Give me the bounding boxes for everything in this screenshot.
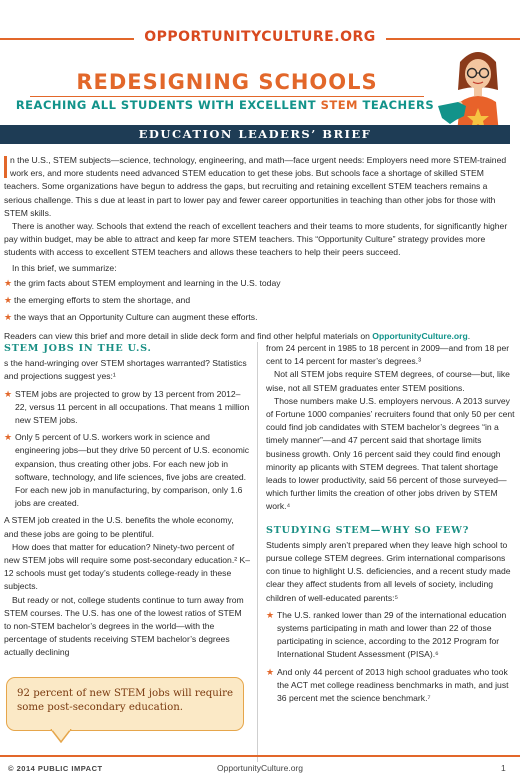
list-item-text: The U.S. ranked lower than 29 of the international education systems participating in math and lower than 22 of those participating in science, according to the 2012 Program for International Student Assessment (PISA).⁶ xyxy=(277,609,507,660)
list-item-text: the emerging efforts to stem the shortage, and xyxy=(14,295,191,306)
list-item xyxy=(4,388,250,428)
studying-stem-list xyxy=(266,609,516,705)
copyright: © 2014 PUBLIC IMPACT xyxy=(8,764,103,773)
list-item-text: the ways that an Opportunity Culture can augment these efforts. xyxy=(14,312,258,323)
list-item xyxy=(4,311,514,324)
body-paragraph: But ready or not, college students continue to turn away from STEM courses. The U.S. has one of the lowest ratios of STEM to non-STEM bachelor’s degrees in the world—with the percentage of students receiving STEM bachelor’s degrees actually declining xyxy=(4,594,244,658)
title-rule xyxy=(30,96,424,97)
subtitle-post: TEACHERS xyxy=(358,98,435,112)
page-subtitle xyxy=(10,98,440,112)
list-item xyxy=(4,277,514,290)
drop-cap-bar xyxy=(4,156,7,178)
brand-name: OPPORTUNITYCULTURE.ORG xyxy=(134,29,386,45)
body-paragraph: s the hand-wringing over STEM shortages warranted? Statistics and projections suggest yes:¹ xyxy=(4,358,247,382)
intro-section xyxy=(4,154,514,344)
star-bullet-icon: ★ xyxy=(4,295,13,306)
body-paragraph: from 24 percent in 1985 to 18 percent in 2009—and from 18 per cent to 14 percent for master’s degrees.³ xyxy=(266,343,510,367)
list-item xyxy=(4,431,250,510)
brief-banner: EDUCATION LEADERS’ BRIEF xyxy=(0,125,510,144)
body-paragraph: How does that matter for education? Ninety-two percent of new STEM jobs will require some post-secondary education.² K–12 schools must get today’s students college-ready in these subjects. xyxy=(4,541,250,592)
readers-text-end: . xyxy=(467,331,471,342)
body-paragraph: Not all STEM jobs require STEM degrees, of course—but, like wise, not all STEM graduates enter STEM positions. xyxy=(266,369,510,393)
body-paragraph: A STEM job created in the U.S. benefits the whole economy, and these jobs are going to be plentiful. xyxy=(4,515,234,539)
footer-rule xyxy=(0,755,520,757)
left-column xyxy=(4,342,250,660)
pull-quote-callout: 92 percent of new STEM jobs will require some post-secondary education. xyxy=(6,677,244,731)
page-title: REDESIGNING SCHOOLS xyxy=(76,70,378,94)
list-item-text: And only 44 percent of 2013 high school graduates who took the ACT met college readiness benchmarks in math, and just 36 percent met the science benchmark.⁷ xyxy=(277,666,509,704)
section-heading: STEM JOBS IN THE U.S. xyxy=(4,343,152,354)
list-item-text: Only 5 percent of U.S. workers work in science and engineering jobs—but they drive 50 percent of U.S. economic expansion, thus creating other jobs. For each new job in software, technology, and life sciences, five jobs are created. For each new job in manufacturing, by comparison, only 1.6 jobs are created. xyxy=(15,432,250,509)
callout-tail xyxy=(50,729,72,743)
list-item xyxy=(4,294,514,307)
list-item-text: STEM jobs are projected to grow by 13 percent from 2012–22, versus 11 percent in all occupations. That means 1 million new STEM jobs. xyxy=(15,388,250,426)
footer-url[interactable]: OpportunityCulture.org xyxy=(217,763,303,773)
subtitle-stem: STEM xyxy=(320,98,358,112)
star-bullet-icon: ★ xyxy=(266,666,275,677)
readers-text: Readers can view this brief and more detail in slide deck form and find other helpful materials on xyxy=(4,331,373,342)
subtitle-pre: REACHING ALL STUDENTS WITH EXCELLENT xyxy=(15,98,321,112)
column-divider xyxy=(257,342,258,762)
body-paragraph: Those numbers make U.S. employers nervous. A 2013 survey of Fortune 1000 companies’ recruiters found that only 50 per cent could find job candidates with STEM bachelor’s degrees “in a timely manner”—and 47 percent said that shortage limits business growth. Only 16 percent said they could find enough minority ap plicants with STEM degrees. That talent shortage leads to lower productivity, said 56 percent of those surveyed—which further limits the creation of other jobs driven by STEM work.⁴ xyxy=(266,395,515,512)
star-bullet-icon: ★ xyxy=(4,432,13,443)
opportunityculture-link[interactable]: OpportunityCulture.org xyxy=(372,331,468,342)
list-item xyxy=(266,609,516,662)
list-item-text: the grim facts about STEM employment and learning in the U.S. today xyxy=(14,277,281,288)
star-bullet-icon: ★ xyxy=(4,312,13,323)
star-bullet-icon: ★ xyxy=(4,277,13,288)
star-bullet-icon: ★ xyxy=(4,388,13,399)
intro-paragraph: n the U.S., STEM subjects—science, technology, engineering, and math—face urgent needs: Employers need more STEM-trained work ers, and more students need advanced STEM education to get these jobs. But schools face a shortage of skilled STEM teachers. Some organizations have begun to address the gaps, but recruiting and retaining excellent STEM teachers remains a serious challenge. This s due at least in part to lower pay and fewer career opportunities in teaching than other jobs for those with STEM skills. xyxy=(4,155,507,218)
stem-jobs-list xyxy=(4,388,250,511)
section-heading: STUDYING STEM—WHY SO FEW? xyxy=(266,524,470,536)
right-column xyxy=(266,342,516,709)
summary-list xyxy=(4,277,514,325)
star-bullet-icon: ★ xyxy=(266,609,275,620)
list-item xyxy=(266,666,516,706)
body-paragraph: Students simply aren’t prepared when they leave high school to pursue college STEM degrees. Grim international comparisons con tinue to highlight U.S. deficiencies, and a recent study made clear they affect students from all levels of society, including children of well-educated parents:⁵ xyxy=(266,539,511,603)
intro-paragraph: There is another way. Schools that extend the reach of excellent teachers and their teams to more students, for significantly higher pay within budget, may be able to attract and keep far more STEM teachers. This “Opportunity Culture” strategy provides more students with access to excellent STEM teachers and allows these teachers to help their peers succeed. xyxy=(4,221,508,258)
page-number: 1 xyxy=(501,763,506,773)
intro-paragraph: In this brief, we summarize: xyxy=(12,262,117,273)
